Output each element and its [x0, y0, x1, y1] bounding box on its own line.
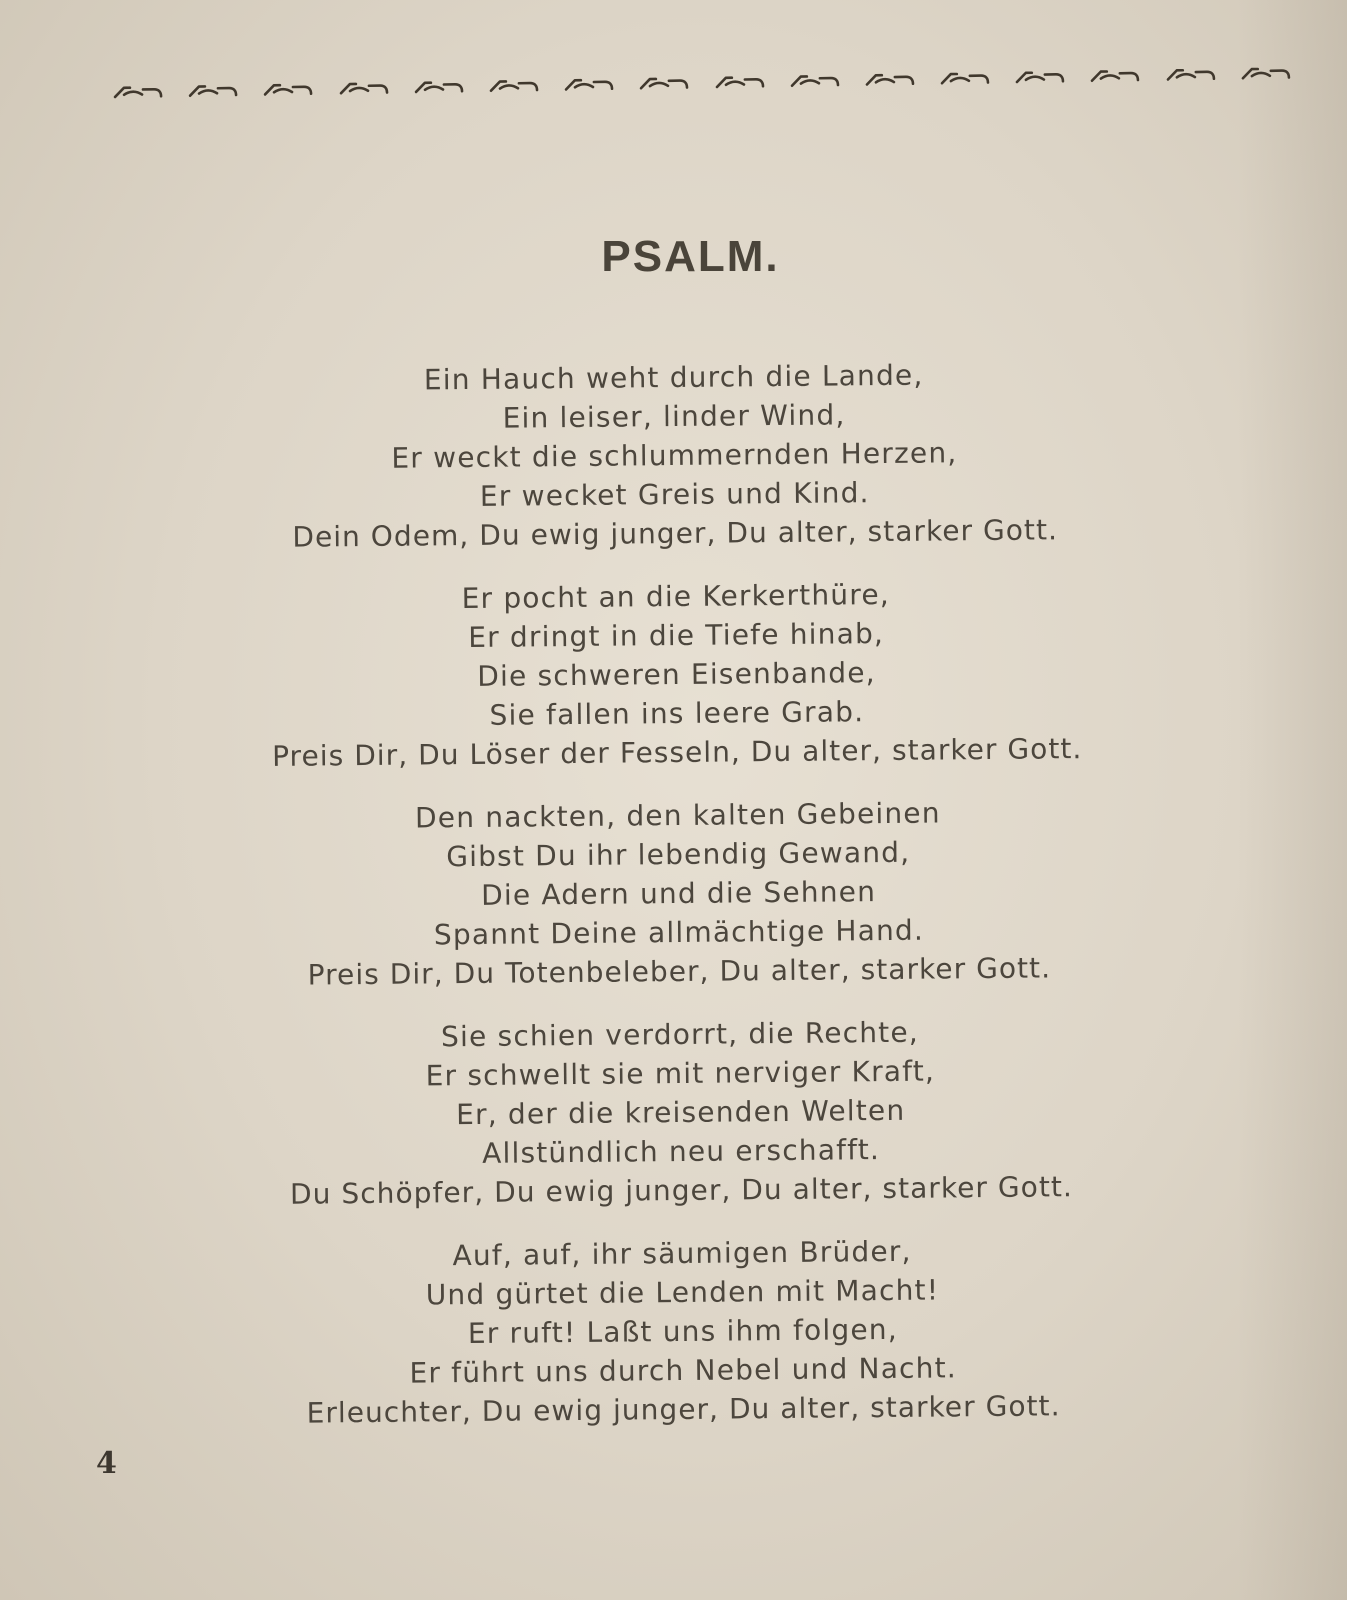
poem-refrain-line: Preis Dir, Du Löser der Fesseln, Du alter, starker Gott. — [271, 732, 1083, 773]
poem-line: Er weckt die schlummernden Herzen, — [391, 436, 958, 475]
stanza-2 — [2, 571, 1347, 779]
poem-line: Die schweren Eisenbande, — [477, 656, 876, 693]
poem-line: Spannt Deine allmächtige Hand. — [433, 913, 925, 952]
wave-ornament-icon — [563, 74, 615, 95]
poem-line: Er schwellt sie mit nerviger Kraft, — [425, 1054, 936, 1093]
wave-ornament-icon — [413, 76, 465, 97]
page-number: 4 — [96, 1446, 117, 1481]
wave-ornament-icon — [1164, 64, 1216, 85]
stanza-4 — [6, 1009, 1347, 1217]
wave-ornament-icon — [337, 77, 389, 98]
poem-line: Den nackten, den kalten Gebeinen — [414, 796, 941, 835]
wave-ornament-icon — [1239, 62, 1291, 83]
poem-line: Sie schien verdorrt, die Rechte, — [440, 1015, 920, 1054]
poem-line: Ein Hauch weht durch die Lande, — [423, 358, 924, 397]
wave-ornament-icon — [1014, 66, 1066, 87]
wave-ornament-icon — [638, 72, 690, 93]
poem-title: PSALM. — [601, 232, 780, 281]
stanza-1 — [0, 352, 1347, 560]
poem-refrain-line: Dein Odem, Du ewig junger, Du alter, starker Gott. — [292, 513, 1059, 554]
wave-ornament-icon — [262, 79, 314, 100]
stanza-5 — [8, 1227, 1347, 1435]
poem-body — [0, 352, 1347, 1460]
wave-ornament-icon — [864, 69, 916, 90]
poem-line: Und gürtet die Lenden mit Macht! — [425, 1273, 940, 1312]
poem-line: Allstündlich neu erschafft. — [482, 1133, 881, 1170]
poem-line: Er pocht an die Kerkerthüre, — [461, 577, 891, 616]
decorative-header-border — [112, 44, 1293, 120]
wave-ornament-icon — [939, 67, 991, 88]
poem-line: Auf, auf, ihr säumigen Brüder, — [452, 1234, 912, 1273]
poem-line: Er, der die kreisenden Welten — [455, 1093, 906, 1132]
poem-line: Die Adern und die Sehnen — [481, 875, 877, 912]
poem-refrain-line: Preis Dir, Du Totenbeleber, Du alter, starker Gott. — [307, 951, 1052, 992]
wave-ornament-icon — [187, 80, 239, 101]
poem-line: Er führt uns durch Nebel und Nacht. — [409, 1351, 958, 1390]
poem-line: Ein leiser, linder Wind, — [502, 398, 846, 435]
poem-line: Gibst Du ihr lebendig Gewand, — [446, 835, 911, 874]
stanza-3 — [4, 790, 1347, 998]
poem-line: Er dringt in die Tiefe hinab, — [468, 616, 885, 654]
poem-refrain-line: Du Schöpfer, Du ewig junger, Du alter, starker Gott. — [289, 1170, 1074, 1211]
wave-ornament-icon — [713, 71, 765, 92]
poem-line: Sie fallen ins leere Grab. — [489, 695, 865, 732]
wave-ornament-icon — [788, 70, 840, 91]
poem-line: Er wecket Greis und Kind. — [479, 476, 870, 513]
wave-ornament-icon — [488, 75, 540, 96]
poem-refrain-line: Erleuchter, Du ewig junger, Du alter, starker Gott. — [306, 1389, 1061, 1430]
wave-ornament-icon — [1089, 65, 1141, 86]
wave-ornament-icon — [112, 81, 164, 102]
poem-line: Er ruft! Laßt uns ihm folgen, — [467, 1312, 898, 1351]
